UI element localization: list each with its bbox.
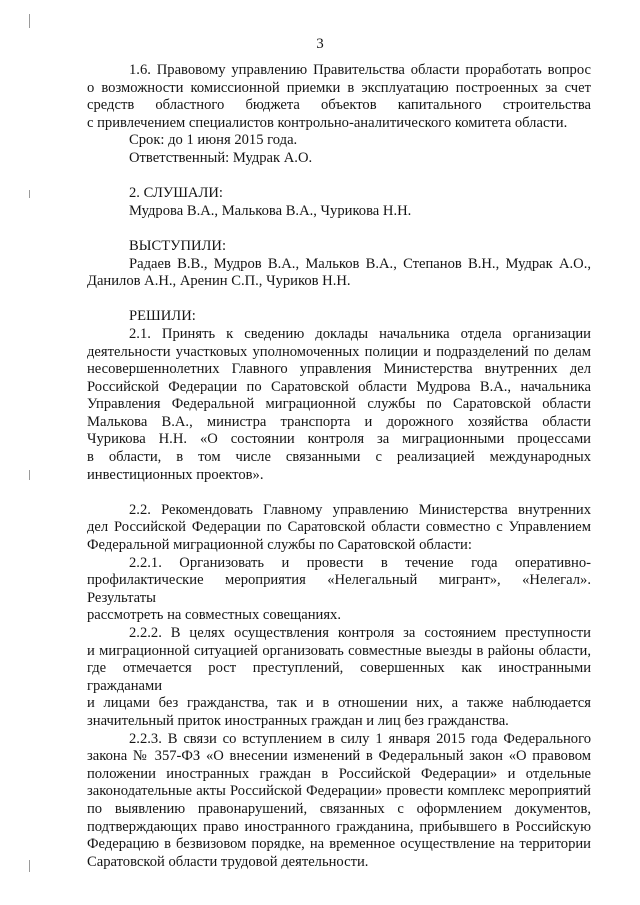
text-line: профилактические мероприятия «Нелегальный мигрант», «Нелегал». Результаты: [87, 572, 591, 606]
section-p22: [87, 502, 591, 871]
text-line: рассмотреть на совместных совещаниях.: [87, 607, 341, 624]
text-line: о возможности комиссионной приемки в эксплуатацию построенных за счет: [87, 79, 591, 96]
text-line: Саратовской области трудовой деятельности.: [87, 853, 369, 870]
section-p16: [87, 62, 591, 168]
text-line: 2.2. Рекомендовать Главному управлению Министерства внутренних: [129, 501, 591, 518]
text-line: подтверждающих право иностранного гражданина, прибывшего в Российскую: [87, 818, 591, 835]
scan-edge-mark: [29, 14, 30, 28]
text-line: 2.1. Принять к сведению доклады начальника отдела организации: [129, 325, 591, 342]
text-line: Чурикова Н.Н. «О состоянии контроля за миграционными процессами: [87, 431, 591, 448]
text-line: Управления Федеральной миграционной службы по Саратовской области: [87, 396, 591, 413]
text-line: 2. СЛУШАЛИ:: [129, 185, 223, 202]
text-line: по выявлению правонарушений, связанных с оформлением документов,: [87, 800, 591, 817]
text-line: Малькова В.А., министра транспорта и дорожного хозяйства области: [87, 413, 591, 430]
scan-edge-mark: [29, 470, 30, 480]
text-line: Срок: до 1 июня 2015 года.: [129, 132, 298, 149]
text-line: дел Российской Федерации по Саратовской области совместно с Управлением: [87, 519, 591, 536]
text-line: инвестиционных проектов».: [87, 466, 264, 483]
text-line: с привлечением специалистов контрольно-аналитического комитета области.: [87, 114, 568, 131]
page-number: 3: [316, 36, 324, 52]
text-line: 1.6. Правовому управлению Правительства области проработать вопрос: [129, 62, 591, 78]
paragraph-gap: [87, 291, 591, 309]
text-line: РЕШИЛИ:: [129, 308, 196, 325]
document-body: [87, 62, 591, 871]
section-slushali: [87, 185, 591, 220]
text-line: в области, в том числе связанными с реализацией международных: [87, 449, 591, 466]
paragraph-gap: [87, 484, 591, 502]
text-line: 2.2.2. В целях осуществления контроля за состоянием преступности: [129, 625, 591, 641]
text-line: 2.2.1. Организовать и провести в течение года оперативно-: [129, 554, 591, 571]
text-line: Радаев В.В., Мудров В.А., Мальков В.А., Степанов В.Н., Мудрак А.О.,: [129, 255, 591, 272]
text-line: Российской Федерации по Саратовской области Мудрова В.А., начальника: [87, 378, 591, 395]
text-line: Данилов А.Н., Аренин С.П., Чуриков Н.Н.: [87, 273, 351, 290]
section-vystupili: [87, 238, 591, 291]
text-line: средств областного бюджета объектов капитального строительства: [87, 97, 591, 114]
text-line: закона № 357-ФЗ «О внесении изменений в Федеральный закон «О правовом: [87, 748, 591, 765]
text-line: несовершеннолетних Главного управления Министерства внутренних дел: [87, 361, 591, 378]
paragraph-gap: [87, 220, 591, 238]
text-line: значительный приток иностранных граждан и лиц без гражданства.: [87, 712, 509, 729]
text-line: Федерацию в безвизовом порядке, на временное осуществление на территории: [87, 836, 591, 853]
text-line: законодательные акты Российской Федерации» провести комплекс мероприятий: [87, 783, 591, 800]
scan-edge-mark: [29, 190, 30, 198]
text-line: 2.2.3. В связи со вступлением в силу 1 января 2015 года Федерального: [129, 730, 591, 747]
text-line: положении иностранных граждан в Российской Федерации» и отдельные: [87, 765, 591, 782]
text-line: и миграционной ситуацией организовать совместные выезды в районы области,: [87, 642, 591, 659]
text-line: деятельности участковых уполномоченных полиции и подразделений по делам: [87, 343, 591, 360]
text-line: и лицами без гражданства, так и в отношении них, а также наблюдается: [87, 695, 591, 712]
scan-edge-mark: [29, 860, 30, 872]
text-line: Федеральной миграционной службы по Саратовской области:: [87, 537, 472, 554]
text-line: Мудрова В.А., Малькова В.А., Чурикова Н.Н.: [129, 202, 412, 219]
section-reshili: [87, 308, 591, 484]
paragraph-gap: [87, 168, 591, 186]
text-line: где отмечается рост преступлений, совершенных как иностранными гражданами: [87, 660, 591, 694]
text-line: ВЫСТУПИЛИ:: [129, 237, 227, 254]
text-line: Ответственный: Мудрак А.О.: [129, 149, 313, 166]
